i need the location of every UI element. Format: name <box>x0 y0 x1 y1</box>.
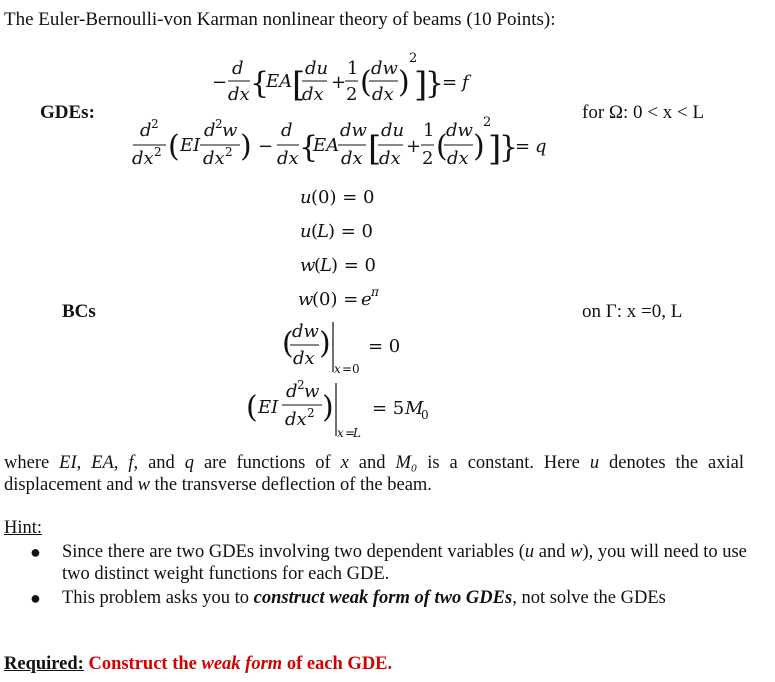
svg-text:e: e <box>361 289 372 310</box>
svg-text:dx: dx <box>285 409 307 430</box>
svg-text:du: du <box>305 58 329 79</box>
svg-text:dx: dx <box>372 84 394 105</box>
svg-text:=0: =0 <box>342 362 360 376</box>
svg-text:q: q <box>535 136 547 157</box>
hint-var-u: u <box>524 542 535 562</box>
description-paragraph <box>4 452 744 496</box>
desc-text: the transverse deflection of the beam. <box>149 475 432 495</box>
svg-text:=: = <box>515 136 531 157</box>
svg-text:2: 2 <box>483 115 492 130</box>
svg-text:2: 2 <box>154 145 162 159</box>
desc-m0: M₀ <box>395 453 418 473</box>
svg-text:d: d <box>140 120 152 141</box>
svg-text:[: [ <box>368 129 382 169</box>
svg-text:EA: EA <box>266 71 293 92</box>
svg-text:{: { <box>299 130 319 165</box>
desc-ea: EA <box>91 453 114 473</box>
svg-text:]: ] <box>414 65 428 105</box>
svg-text:= 0: = 0 <box>368 336 401 357</box>
hint-emphasis: construct weak form of two GDEs <box>253 588 513 608</box>
desc-text: where <box>4 453 60 473</box>
hint-list <box>30 541 750 611</box>
svg-text:(: ( <box>311 221 319 242</box>
bc1-equation: u <box>300 187 312 208</box>
svg-text:2: 2 <box>409 51 418 66</box>
hint-text: , not solve the GDEs <box>512 588 666 608</box>
bc-equations <box>246 187 429 440</box>
svg-text:d: d <box>286 381 298 402</box>
desc-x: x <box>340 453 349 473</box>
svg-text:2: 2 <box>225 145 233 159</box>
svg-text:w: w <box>222 120 238 141</box>
svg-text:dx: dx <box>228 84 250 105</box>
svg-text:]: ] <box>488 129 502 169</box>
svg-text:= 5: = 5 <box>372 398 405 419</box>
svg-text:) = 0: ) = 0 <box>328 221 373 242</box>
domain-label: for Ω: 0 < x < L <box>582 102 705 123</box>
svg-text:dw: dw <box>292 321 319 342</box>
svg-text:(: ( <box>168 129 180 164</box>
svg-text:w: w <box>304 381 320 402</box>
hint-heading: Hint: <box>4 518 43 538</box>
svg-text:d: d <box>281 120 293 141</box>
svg-text:{: { <box>250 66 270 101</box>
svg-text:x: x <box>334 362 341 376</box>
svg-text:(0) =: (0) = <box>312 289 359 310</box>
required-text: of each GDE. <box>282 654 393 674</box>
svg-text:dw: dw <box>340 120 367 141</box>
required-emphasis: weak form <box>201 654 283 674</box>
svg-text:du: du <box>381 120 405 141</box>
svg-text:f: f <box>462 72 469 93</box>
desc-text: , and <box>133 453 185 473</box>
svg-text:=: = <box>442 72 458 93</box>
svg-text:2: 2 <box>346 84 358 105</box>
svg-text:dw: dw <box>446 120 473 141</box>
svg-text:π: π <box>371 285 379 299</box>
svg-text:EI: EI <box>258 397 279 418</box>
svg-text:): ) <box>319 326 331 361</box>
svg-text:2: 2 <box>422 148 434 169</box>
svg-text:): ) <box>322 390 334 425</box>
svg-text:(: ( <box>246 390 258 425</box>
svg-text:(: ( <box>436 129 448 164</box>
required-text: Construct the <box>83 654 202 674</box>
svg-text:d: d <box>204 120 216 141</box>
svg-text:dx: dx <box>132 148 154 169</box>
desc-ei: EI <box>59 453 77 473</box>
svg-text:2: 2 <box>307 406 315 420</box>
svg-text:[: [ <box>292 65 306 105</box>
desc-text: is a constant. Here <box>417 453 590 473</box>
svg-text:(: ( <box>314 255 322 276</box>
bc3-equation: w <box>300 255 316 276</box>
svg-text:}: } <box>499 130 519 165</box>
svg-text:dx: dx <box>277 148 299 169</box>
svg-text:EI: EI <box>180 135 201 156</box>
svg-text:(0) = 0: (0) = 0 <box>311 187 375 208</box>
desc-f: f <box>128 453 134 473</box>
svg-text:+: + <box>406 136 422 157</box>
svg-text:2: 2 <box>297 378 305 392</box>
svg-text:x: x <box>337 426 344 440</box>
svg-text:−: − <box>258 136 274 157</box>
boundary-label: on Γ: x =0, L <box>582 301 683 322</box>
desc-text: denotes the axial displacement and <box>4 453 744 495</box>
svg-text:}: } <box>425 66 445 101</box>
gdes-label: GDEs: <box>40 102 95 123</box>
hint-text: Since there are two GDEs involving two dependent variables ( <box>62 542 525 562</box>
desc-u: u <box>589 453 600 473</box>
bcs-label: BCs <box>62 301 96 322</box>
desc-w: w <box>137 475 150 495</box>
svg-text:) = 0: ) = 0 <box>331 255 376 276</box>
hint-text: ), you will need to use two distinct weight functions for each GDE. <box>62 542 747 584</box>
svg-text:EA: EA <box>313 135 340 156</box>
svg-text:M: M <box>405 398 424 419</box>
hint-text: This problem asks you to <box>62 588 254 608</box>
bullet-icon: ● <box>30 542 41 562</box>
svg-text:dx: dx <box>293 348 315 369</box>
bc2-equation: u <box>300 221 312 242</box>
bc5-equation <box>282 321 400 376</box>
svg-text:=: = <box>345 426 356 440</box>
svg-text:2: 2 <box>151 117 159 131</box>
svg-text:1: 1 <box>423 120 435 141</box>
bc4-equation: w <box>298 289 314 310</box>
bullet-icon: ● <box>30 588 41 608</box>
svg-text:dx: dx <box>341 148 363 169</box>
svg-text:0: 0 <box>421 408 429 422</box>
gde1-equation <box>212 51 472 105</box>
required-line <box>4 654 392 675</box>
desc-text: , <box>113 453 129 473</box>
svg-text:): ) <box>473 129 485 164</box>
svg-text:L: L <box>317 221 329 242</box>
svg-text:): ) <box>398 65 410 100</box>
svg-text:−: − <box>212 72 228 93</box>
svg-text:L: L <box>353 426 361 440</box>
svg-text:dx: dx <box>379 148 401 169</box>
desc-text: , <box>76 453 92 473</box>
svg-text:+: + <box>331 72 347 93</box>
svg-text:1: 1 <box>347 58 359 79</box>
desc-text: are functions of <box>194 453 341 473</box>
svg-text:(: ( <box>360 65 372 100</box>
svg-text:): ) <box>240 129 252 164</box>
problem-title: The Euler-Bernoulli-von Karman nonlinear theory of beams (10 Points): <box>4 9 556 30</box>
svg-text:dx: dx <box>447 148 469 169</box>
gde2-equation <box>132 115 547 169</box>
hint-text: and <box>534 542 571 562</box>
desc-text: and <box>348 453 396 473</box>
svg-text:L: L <box>320 255 332 276</box>
bc6-equation <box>246 378 429 440</box>
svg-text:d: d <box>232 58 244 79</box>
svg-text:(: ( <box>282 326 294 361</box>
svg-text:dx: dx <box>203 148 225 169</box>
svg-text:2: 2 <box>215 117 223 131</box>
hint-var-w: w <box>570 542 583 562</box>
required-label: Required: <box>4 654 84 674</box>
desc-q: q <box>184 453 194 473</box>
svg-text:dw: dw <box>371 58 398 79</box>
svg-text:dx: dx <box>302 84 324 105</box>
hint-item <box>30 587 750 609</box>
hint-item <box>30 541 750 585</box>
